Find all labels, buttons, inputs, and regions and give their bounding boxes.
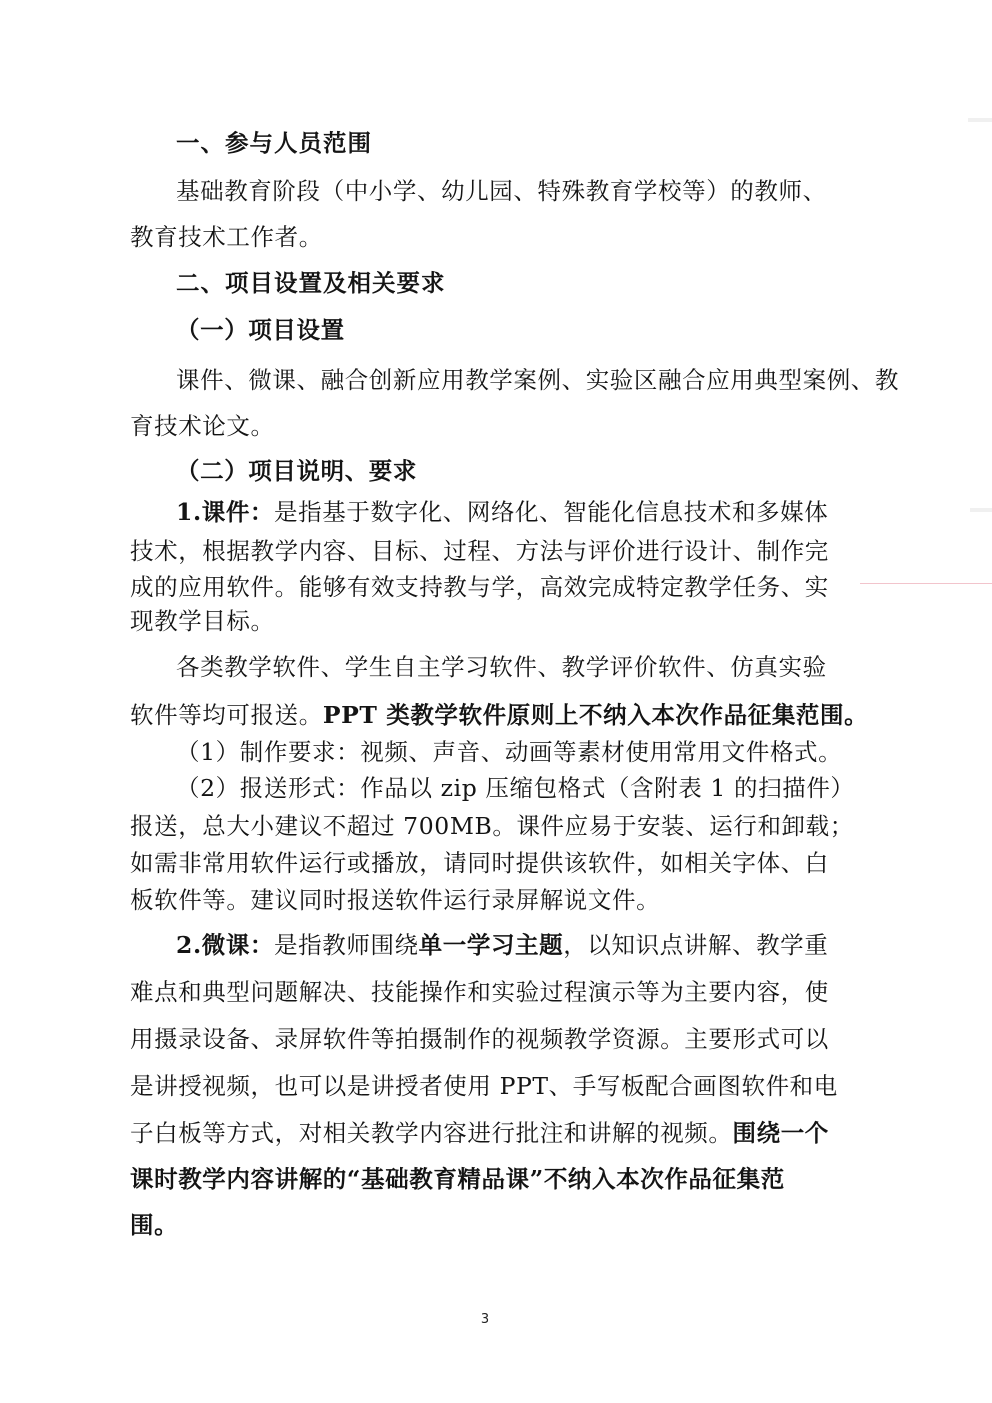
microlecture-text: ，以知识点讲解、教学重: [563, 931, 829, 959]
body-line: 板软件等。建议同时报送软件运行录屏解说文件。: [130, 886, 661, 914]
body-line: 基础教育阶段（中小学、幼儿园、特殊教育学校等）的教师、: [176, 177, 827, 205]
body-line: 难点和典型问题解决、技能操作和实验过程演示等为主要内容，使: [130, 978, 829, 1006]
paragraph-line: [130, 700, 868, 730]
section-heading: 一、参与人员范围: [176, 129, 372, 157]
page-number: 3: [480, 1312, 490, 1327]
paragraph-line: [176, 930, 828, 960]
single-topic-emphasis: 单一学习主题: [418, 931, 564, 959]
microlecture-text: 是指教师围绕: [274, 931, 419, 959]
body-line: 课件、微课、融合创新应用教学案例、实验区融合应用典型案例、教: [176, 366, 899, 394]
exclusion-note: 围。: [130, 1211, 179, 1239]
body-line: 现教学目标。: [130, 607, 275, 635]
body-line: 报送，总大小建议不超过 700MB。课件应易于安装、运行和卸载；: [130, 812, 854, 840]
paragraph-line: [176, 497, 828, 527]
microlecture-label: 2.微课：: [176, 931, 275, 959]
requirement-line: （1）制作要求：视频、声音、动画等素材使用常用文件格式。: [176, 738, 843, 766]
body-line: 教育技术工作者。: [130, 223, 323, 251]
types-text: 软件等均可报送。: [130, 701, 323, 729]
paragraph-line: [130, 1118, 829, 1148]
courseware-text: 是指基于数字化、网络化、智能化信息技术和多媒体: [274, 498, 829, 526]
body-line: 用摄录设备、录屏软件等拍摄制作的视频教学资源。主要形式可以: [130, 1025, 829, 1053]
subsection-heading: （一）项目设置: [176, 316, 345, 344]
body-line: 是讲授视频，也可以是讲授者使用 PPT、手写板配合画图软件和电: [130, 1072, 838, 1100]
body-line: 育技术论文。: [130, 412, 275, 440]
exclusion-note: PPT 类教学软件原则上不纳入本次作品征集范围。: [322, 701, 869, 729]
exclusion-note: 课时教学内容讲解的“基础教育精品课”不纳入本次作品征集范: [130, 1165, 785, 1193]
body-line: 技术，根据教学内容、目标、过程、方法与评价进行设计、制作完: [130, 537, 829, 565]
bleed-through-mark: [970, 508, 992, 512]
bleed-through-line: [860, 583, 992, 584]
body-line: 如需非常用软件运行或播放，请同时提供该软件，如相关字体、白: [130, 849, 829, 877]
courseware-label: 1.课件：: [176, 498, 275, 526]
microlecture-text: 子白板等方式，对相关教学内容进行批注和讲解的视频。: [130, 1119, 733, 1147]
exclusion-note: 围绕一个: [732, 1119, 829, 1147]
bleed-through-mark: [968, 118, 992, 122]
body-line: 成的应用软件。能够有效支持教与学，高效完成特定教学任务、实: [130, 573, 829, 601]
requirement-line: （2）报送形式：作品以 zip 压缩包格式（含附表 1 的扫描件）: [176, 774, 855, 802]
section-heading: 二、项目设置及相关要求: [176, 269, 446, 297]
subsection-heading: （二）项目说明、要求: [176, 457, 417, 485]
body-line: 各类教学软件、学生自主学习软件、教学评价软件、仿真实验: [176, 653, 827, 681]
